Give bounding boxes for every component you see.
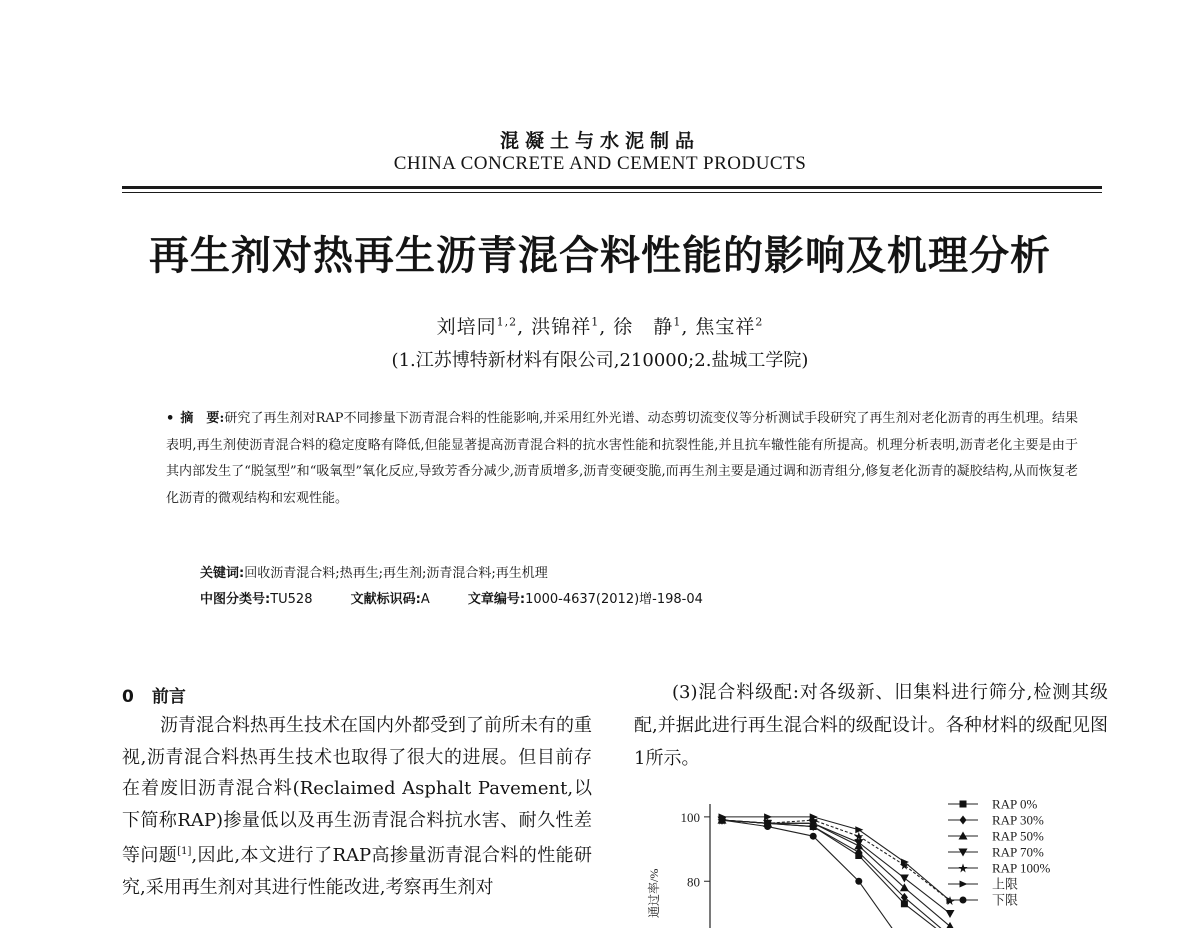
series-point	[855, 878, 862, 885]
journal-name-cn: 混凝土与水泥制品	[499, 130, 700, 152]
citation: [1]	[177, 846, 192, 858]
series-4	[718, 816, 955, 905]
series-point	[854, 839, 863, 847]
intro-text: 沥青混合料热再生技术在国内外都受到了前所未有的重视,沥青混合料热再生技术也取得了很大的进展。但目前存在着废旧沥青混合料(Reclaimed Asphalt Pavement,以下简称RAP)掺量低以及再生沥青混合料抗水害、耐久性差等问题	[122, 715, 592, 867]
abstract-text: 研究了再生剂对RAP不同掺量下沥青混合料的性能影响,并采用红外光谱、动态剪切流变仪等分析测试手段研究了再生剂对老化沥青的再生机理。结果表明,再生剂使沥青混合料的稳定度略有降低,但能显著提高沥青混合料的抗水害性能和抗裂性能,并且抗车辙性能有所提高。机理分析表明,沥青老化主要是由于其内部发生了“脱氢型”和“吸氧型”氧化反应,导致芳香分减少,沥青质增多,沥青变硬变脆,而再生剂主要是通过调和沥青组分,修复老化沥青的凝胶结构,从而恢复老化沥青的微观结构和宏观性能。	[166, 411, 1078, 506]
legend-label: RAP 100%	[992, 860, 1051, 876]
series-point	[764, 823, 771, 830]
chart-series	[718, 813, 955, 928]
author-list	[0, 312, 1200, 339]
author: 徐 静$^1$,	[613, 315, 689, 338]
y-tick-label: 80	[687, 874, 700, 890]
author: 刘培同$^{1,2}$,	[436, 315, 525, 338]
chart-legend	[948, 797, 1051, 908]
chart-axes	[646, 804, 710, 928]
series-point	[959, 864, 968, 873]
legend-label: RAP 30%	[992, 812, 1044, 828]
article-no-value: 1000-4637(2012)增-198-04	[525, 592, 703, 607]
cls-label: 中图分类号:	[200, 592, 271, 607]
series-line	[722, 820, 950, 926]
author: 洪锦祥$^1$,	[531, 315, 607, 338]
intro-text-cont: ,因此,本文进行了RAP高掺量沥青混合料的性能研究,采用再生剂对其进行性能改进,考察再生剂对	[122, 845, 592, 898]
series-point	[719, 817, 726, 824]
keywords-label: 关键词:	[200, 566, 245, 581]
series-line	[722, 820, 950, 928]
legend-label: 上限	[992, 876, 1019, 892]
bullet-icon: •	[166, 411, 175, 426]
legend-item	[948, 813, 1044, 828]
series-point	[960, 816, 967, 825]
legend-label: RAP 0%	[992, 796, 1038, 812]
paper-title: 再生剂对热再生沥青混合料性能的影响及机理分析	[149, 233, 1051, 279]
section-number: 0	[122, 687, 134, 707]
series-line	[722, 820, 950, 928]
y-tick-label: 100	[680, 809, 700, 825]
section-title: 前言	[151, 687, 186, 707]
author: 焦宝祥$^2$	[695, 315, 764, 338]
legend-label: RAP 50%	[992, 828, 1044, 844]
series-point	[960, 801, 967, 808]
series-point	[810, 833, 817, 840]
series-point	[946, 922, 955, 928]
doc-code-value: A	[420, 592, 430, 607]
legend-item	[948, 893, 1018, 908]
abstract	[166, 406, 1078, 512]
series-line	[722, 820, 950, 928]
intro-paragraph	[122, 710, 592, 904]
header-rule-thin	[122, 192, 1102, 193]
y-axis-label: 通过率/%	[647, 868, 661, 918]
abstract-label: 摘 要:	[180, 411, 225, 426]
classification-line	[200, 588, 703, 607]
legend-item	[948, 845, 1044, 860]
gradation-paragraph	[634, 676, 1108, 775]
legend-item	[948, 829, 1044, 844]
keywords-text: 回收沥青混合料;热再生;再生剂;沥青混合料;再生机理	[244, 566, 548, 581]
legend-item	[948, 797, 1038, 812]
series-line	[722, 820, 950, 900]
article-no-label: 文章编号:	[467, 592, 526, 607]
header-rule-thick	[122, 186, 1102, 189]
doc-code-label: 文献标识码:	[350, 592, 421, 607]
series-point	[960, 881, 968, 888]
journal-name-en: CHINA CONCRETE AND CEMENT PRODUCTS	[393, 153, 807, 174]
series-point	[960, 897, 967, 904]
cls-value: TU528	[270, 592, 313, 607]
series-point	[900, 875, 909, 883]
legend-label: RAP 70%	[992, 844, 1044, 860]
gradation-chart	[630, 790, 1100, 928]
legend-item	[948, 861, 1051, 876]
gradation-text: (3)混合料级配:对各级新、旧集料进行筛分,检测其级配,并据此进行再生混合料的级配设计。各种材料的级配见图1所示。	[634, 682, 1108, 769]
series-3	[718, 817, 955, 918]
keywords	[200, 562, 548, 581]
legend-item	[948, 877, 1018, 892]
affiliations: (1.江苏博特新材料有限公司,210000;2.盐城工学院)	[391, 350, 809, 371]
series-point	[764, 813, 772, 820]
series-point	[946, 910, 955, 918]
legend-label: 下限	[992, 892, 1019, 908]
section-heading	[122, 682, 186, 707]
